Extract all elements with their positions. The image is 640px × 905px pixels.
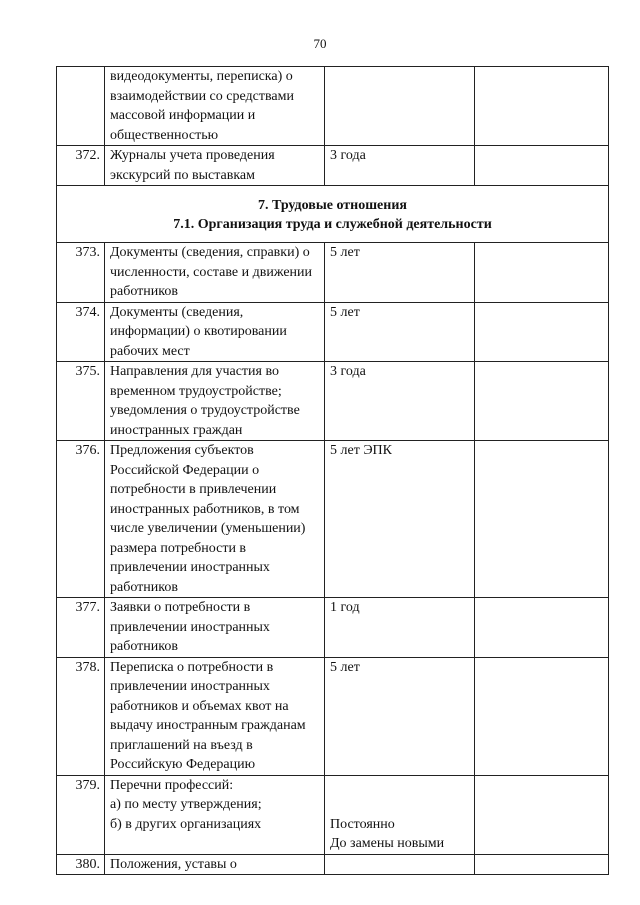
table-row (57, 146, 609, 186)
row-note (475, 243, 609, 303)
row-term: 1 год (325, 598, 475, 658)
row-term (325, 67, 475, 146)
row-title: Документы (сведения, справки) о численности, составе и движении работников (105, 243, 325, 303)
row-title: Направления для участия во временном трудоустройстве; уведомления о трудоустройстве иностранных граждан (105, 362, 325, 441)
row-number: 375. (57, 362, 105, 441)
row-note (475, 598, 609, 658)
row-title: Перечни профессий: а) по месту утверждения; б) в других организациях (105, 775, 325, 854)
row-term: 5 лет (325, 243, 475, 303)
row-title: видеодокументы, переписка) о взаимодействии со средствами массовой информации и общественностью (105, 67, 325, 146)
row-term: Постоянно До замены новыми (325, 775, 475, 854)
row-title: Документы (сведения, информации) о квотировании рабочих мест (105, 302, 325, 362)
row-number: 377. (57, 598, 105, 658)
table-row (57, 67, 609, 146)
row-note (475, 854, 609, 875)
row-title: Предложения субъектов Российской Федерации о потребности в привлечении иностранных работников, в том числе увеличении (уменьшении) размера потребности в привлечении иностранных работников (105, 441, 325, 598)
row-title: Переписка о потребности в привлечении иностранных работников и объемах квот на выдачу иностранным гражданам приглашений на въезд в Российскую Федерацию (105, 657, 325, 775)
row-term (325, 854, 475, 875)
table-row (57, 657, 609, 775)
row-title: Журналы учета проведения экскурсий по выставкам (105, 146, 325, 186)
row-number: 374. (57, 302, 105, 362)
table-row (57, 302, 609, 362)
row-number: 373. (57, 243, 105, 303)
section-subheading: 7.1. Организация труда и служебной деятельности (173, 217, 492, 232)
table-body-before (57, 67, 609, 875)
row-term: 3 года (325, 146, 475, 186)
row-note (475, 146, 609, 186)
records-table (56, 66, 609, 875)
row-title: Положения, уставы о (105, 854, 325, 875)
page-number: 70 (313, 36, 327, 51)
row-term: 5 лет ЭПК (325, 441, 475, 598)
table-row (57, 362, 609, 441)
row-number: 380. (57, 854, 105, 875)
section-heading: 7. Трудовые отношения (258, 198, 407, 213)
row-note (475, 441, 609, 598)
row-note (475, 67, 609, 146)
table-row (57, 243, 609, 303)
table-row (57, 598, 609, 658)
row-number: 376. (57, 441, 105, 598)
row-number (57, 67, 105, 146)
row-title: Заявки о потребности в привлечении иностранных работников (105, 598, 325, 658)
row-number: 378. (57, 657, 105, 775)
row-term: 5 лет (325, 302, 475, 362)
row-note (475, 362, 609, 441)
row-note (475, 657, 609, 775)
row-term: 3 года (325, 362, 475, 441)
table-row (57, 854, 609, 875)
row-number: 379. (57, 775, 105, 854)
table-row (57, 775, 609, 854)
row-term: 5 лет (325, 657, 475, 775)
table-row (57, 441, 609, 598)
section-header-row (57, 186, 609, 243)
section-header (57, 186, 609, 243)
row-number: 372. (57, 146, 105, 186)
row-note (475, 302, 609, 362)
row-note (475, 775, 609, 854)
